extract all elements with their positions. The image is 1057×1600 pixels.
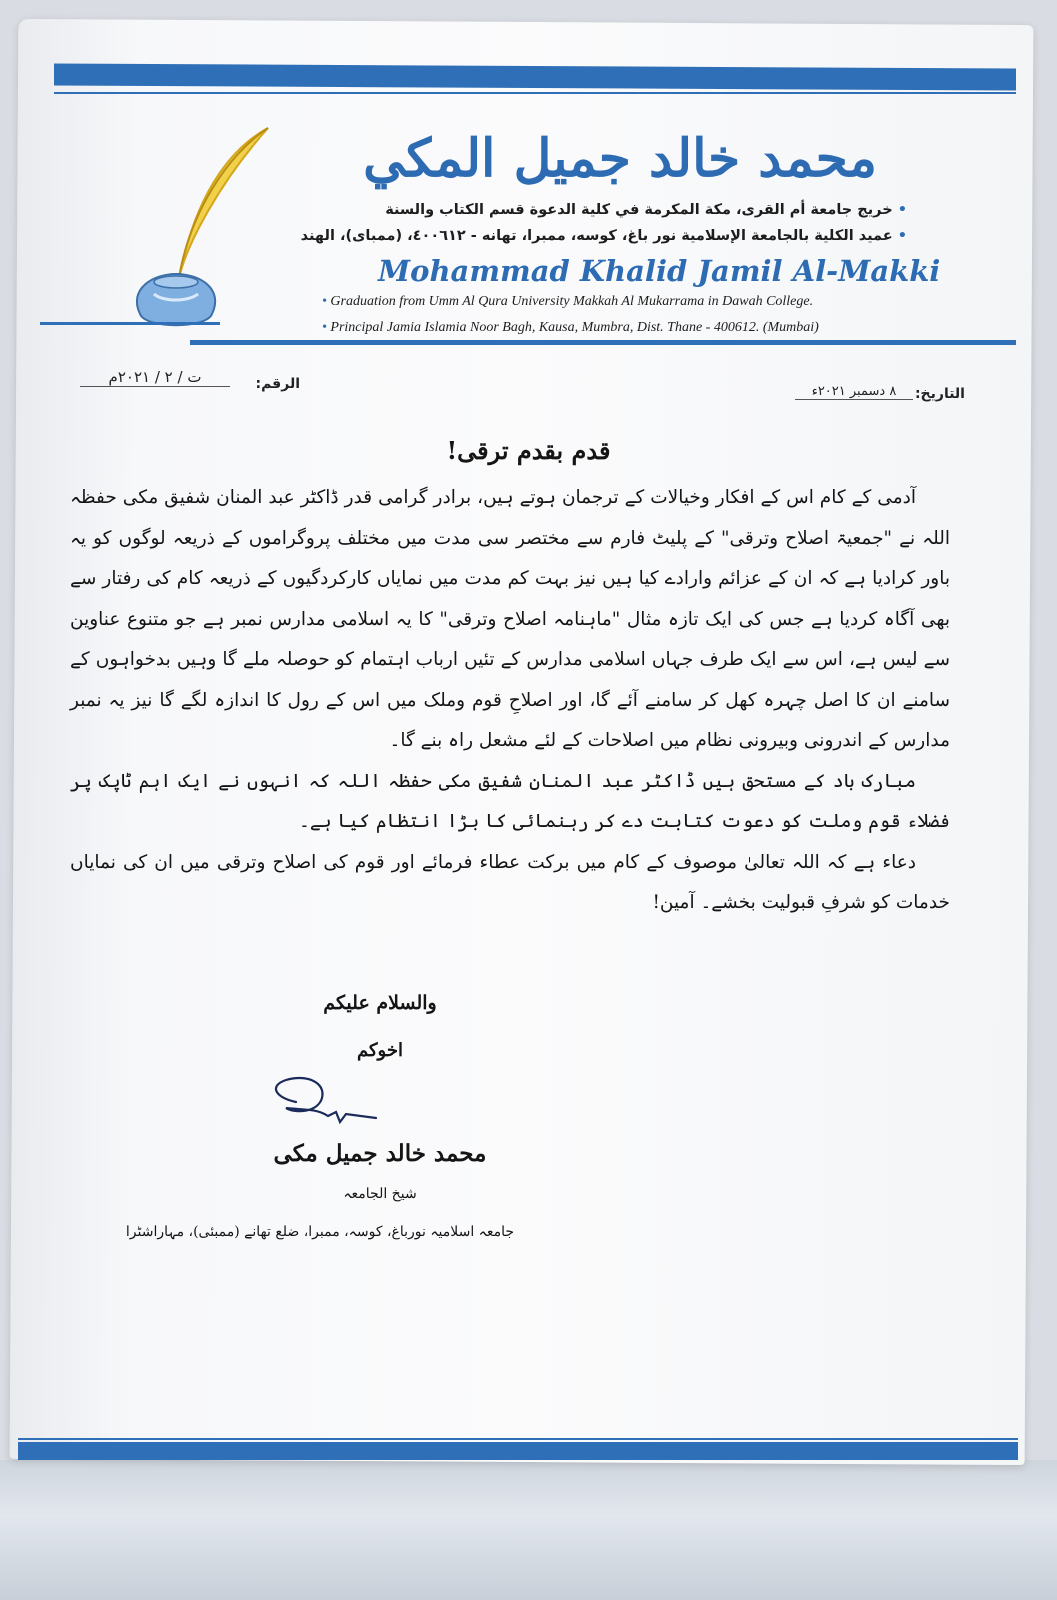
date-value: ٨ دسمبر ٢٠٢١ء xyxy=(795,384,913,400)
english-credential-line-2 xyxy=(322,320,819,336)
salutation: والسلام علیکم xyxy=(323,992,437,1014)
bullet: • xyxy=(322,320,327,335)
english-name-heading: Mohammad Khalid Jamil Al-Makki xyxy=(378,254,941,288)
logo-underline xyxy=(40,322,220,325)
plastic-sleeve xyxy=(0,1460,1057,1600)
english-credential-line-1 xyxy=(322,294,813,310)
bullet: • xyxy=(897,202,907,218)
footer-rule xyxy=(18,1438,1018,1440)
sender-institution: جامعہ اسلامیہ نورباغ، کوسہ، ممبرا، ضلع تھانے (ممبئی)، مہاراشٹرا xyxy=(125,1224,515,1240)
sender-word: اخوکم xyxy=(357,1040,403,1061)
footer-band xyxy=(18,1442,1018,1460)
quill-inkpot-logo xyxy=(118,124,288,344)
header-bottom-band xyxy=(190,340,1016,345)
header-rule xyxy=(54,92,1016,94)
letter-body xyxy=(70,478,950,924)
body-paragraph: مبارک باد کے مستحق ہیں ڈاکٹر عبد المنان شفیق مکی حفظہ اللہ کہ انہوں نے ایک اہم ٹاپک پر فضلاء قوم وملت کو دعوت کتابت دے کر رہنمائی کا بڑا انتظام کیا ہے۔ xyxy=(70,770,950,832)
sender-name: محمد خالد جمیل مکی xyxy=(273,1140,487,1167)
reference-label: الرقم: xyxy=(255,376,300,392)
arabic-name-heading: محمد خالد جميل المكي xyxy=(363,128,877,189)
arabic-credential-text-2: عميد الكلية بالجامعة الإسلامية نور باغ، كوسه، ممبرا، تهانه - ٤٠٠٦١٢، (ممباى)، الهند xyxy=(300,228,893,244)
signature-image xyxy=(256,1072,386,1132)
sender-designation: شیخ الجامعہ xyxy=(343,1186,417,1202)
english-credential-text-1: Graduation from Umm Al Qura University Makkah Al Mukarrama in Dawah College. xyxy=(330,294,814,309)
arabic-credential-line-2 xyxy=(301,228,907,244)
letter-title: قدم بقدم ترقی! xyxy=(446,436,611,465)
bullet: • xyxy=(897,228,907,244)
arabic-credential-text-1: خريج جامعة أم القرى، مكة المكرمة في كلية الدعوة قسم الكتاب والسنة xyxy=(385,202,893,218)
date-label: التاريخ: xyxy=(914,386,965,402)
reference-value: ت / ٢ / ٢٠٢١م xyxy=(80,368,230,387)
english-credential-text-2: Principal Jamia Islamia Noor Bagh, Kausa, Mumbra, Dist. Thane - 400612. (Mumbai) xyxy=(330,320,819,335)
body-paragraph: آدمی کے کام اس کے افکار وخیالات کے ترجمان ہوتے ہیں، برادر گرامی قدر ڈاکٹر عبد المنان شفیق مکی حفظہ اللہ نے "جمعیۃ اصلاح وترقی" کے پلیٹ فارم سے مختصر سی مدت میں مختلف پروگراموں کے ذریعہ لوگوں کو یہ باور کرادیا ہے کہ ان کے عزائم وارادے کیا ہیں نیز بہت کم مدت میں نمایاں کارکردگیوں کے ذریعہ کام کی رفتار سے بھی آگاہ کردیا ہے جس کی ایک تازہ مثال "ماہنامہ اصلاح وترقی" کا یہ اسلامی مدارس نمبر ہے جو متنوع عناوین سے لیس ہے، اس سے ایک طرف جہاں اسلامی مدارس کے تئیں ارباب اہتمام کو حوصلہ ملے گا وہیں بدخواہوں کے سامنے ان کا اصل چہرہ کھل کر سامنے آئے گا، اور اصلاحِ قوم وملک میں اس کے رول کا اندازہ لگے گا نیز یہ نمبر مدارس کے اندرونی وبیرونی نظام میں اصلاحات کے لئے مشعل راہ بنے گا۔ xyxy=(70,487,950,751)
body-paragraph: دعاء ہے کہ اللہ تعالیٰ موصوف کے کام میں برکت عطاء فرمائے اور قوم کی اصلاح وترقی میں ان کی نمایاں خدمات کو شرفِ قبولیت بخشے۔ آمین! xyxy=(70,851,950,913)
bullet: • xyxy=(322,294,327,309)
arabic-credential-line-1 xyxy=(385,202,907,218)
